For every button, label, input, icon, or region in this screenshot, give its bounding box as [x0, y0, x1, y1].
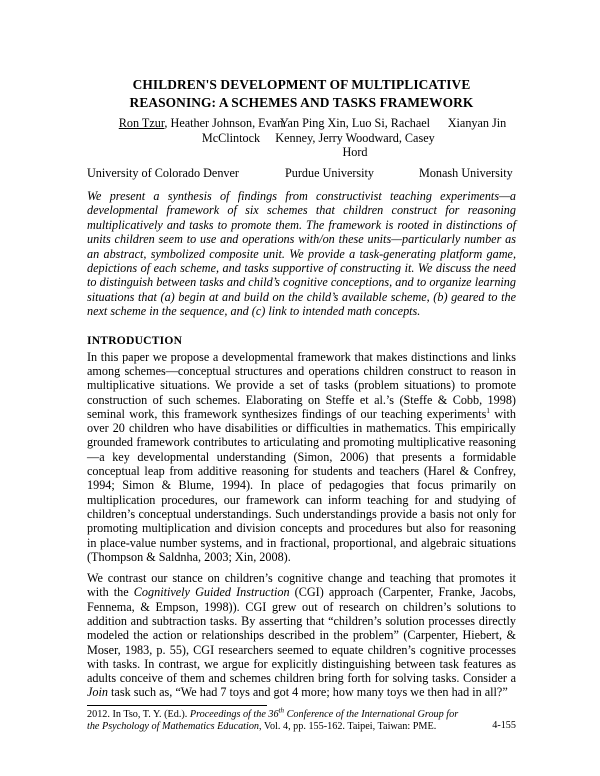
- paragraph-text: task such as, “We had 7 toys and got 4 more; how many toys we then had in all?”: [107, 685, 508, 700]
- paragraph-text: with over 20 children who have disabilities or difficulties in mathematics. This empirically grounded framework contributes to articulating and promoting multiplicative reasoning—a key developmental understanding (Simon, 2006) that presents a formidable conceptual leap from additive reasoning for students and teachers (Harel & Confrey, 1994; Simon & Blume, 1994). In place of pedagogies that focus primarily on multiplication procedures, our framework can inform teaching for and studying of children’s conceptual understandings. Such understandings provide a basis not only for promoting multiplication and division concepts and procedures but also for reasoning in place-value number systems, and in fractional, proportional, and algebraic situations (Thompson & Saldnha, 2003; Xin, 2008).: [87, 406, 516, 564]
- paragraph-text: We contrast our stance on children’s cognitive change and teaching that promotes it with the: [87, 571, 516, 600]
- body-paragraph: [87, 350, 516, 564]
- author-names: Hord: [342, 145, 368, 159]
- superscript: th: [278, 706, 285, 715]
- page-footer: [87, 705, 516, 733]
- presenting-author: Ron Tzur: [118, 116, 165, 130]
- affiliation-colorado: University of Colorado Denver: [87, 166, 239, 180]
- citation-text: Conference of the International Group for: [284, 709, 459, 720]
- citation-text: , Vol. 4, pp. 155-162. Taipei, Taiwan: PME.: [259, 721, 437, 732]
- paragraph-text: In this paper we propose a developmental framework that makes distinctions and links among schemes—conceptual structures and operations children construct to reason in multiplicative situations. We provide a set of tasks (problem situations) to promote construction of such schemes. Elaborating on Steffe et al.’s (Steffe & Cobb, 1998) seminal work, this framework synthesizes findings of our teaching experiments: [87, 349, 516, 421]
- author-names: Xianyan Jin: [447, 116, 507, 130]
- affiliation-monash: Monash University: [419, 166, 513, 180]
- title-line-1: CHILDREN'S DEVELOPMENT OF MULTIPLICATIVE: [132, 77, 471, 92]
- footer-rule: [87, 705, 267, 706]
- affiliations: [87, 166, 516, 183]
- paragraph-text: (CGI) approach (Carpenter, Franke, Jacobs, Fennema, & Empson, 1998)). CGI grew out of research on children’s solutions to addition and subtraction tasks. By asserting that “children’s solution processes directly modeled the action or relationships described in the problem” (Carpenter, Hiebert, & Moser, 1983, p. 55), CGI researchers seemed to equate children’s cognitive processes with tasks. In contrast, we argue for explicitly distinguishing between task features as adults conceive of them and schemes children bring forth for solving tasks. Consider a: [87, 585, 516, 686]
- cgi-term: Cognitively Guided Instruction: [133, 585, 290, 600]
- author-block: [87, 116, 516, 158]
- section-heading: INTRODUCTION: [87, 333, 183, 347]
- join-term: Join: [87, 685, 108, 700]
- body-paragraph: [87, 571, 516, 700]
- paper-page: [87, 76, 516, 700]
- paper-title: [87, 76, 516, 112]
- page-number: 4-155: [492, 720, 516, 731]
- author-names: McClintock: [201, 130, 261, 145]
- footer-citation-line-2: [87, 721, 516, 733]
- footnote-marker: 1: [486, 406, 490, 415]
- citation-text: the Psychology of Mathematics Education: [87, 721, 260, 732]
- citation-text: Proceedings of the 36: [189, 709, 279, 720]
- citation-text: 2012. In Tso, T. Y. (Ed.).: [87, 709, 190, 720]
- author-names: , Heather Johnson, Evan: [164, 116, 284, 130]
- abstract: We present a synthesis of findings from constructivist teaching experiments—a developmental framework of six schemes that children construct for reasoning multiplicatively and tasks to promote them. The framework is rooted in distinctions of units children seem to use and operations with/on these units—particularly number as an abstract, symbolized composite unit. We provide a task-generating platform game, depictions of each scheme, and tasks supportive of constructing it. We discuss the need to distinguish between tasks and child’s cognitive conceptions, and to organize learning situations that (a) begin at and build on the child’s available scheme, (b) geared to the next scheme in the sequence, and (c) link to intended math concepts.: [87, 189, 516, 319]
- affiliation-purdue: Purdue University: [285, 166, 375, 180]
- title-line-2: REASONING: A SCHEMES AND TASKS FRAMEWORK: [129, 95, 474, 110]
- footer-citation-line-1: [87, 706, 516, 721]
- author-names: Kenney, Jerry Woodward, Casey: [275, 130, 435, 145]
- author-names: Yan Ping Xin, Luo Si, Rachael: [279, 116, 431, 130]
- author-group-monash: [437, 116, 517, 131]
